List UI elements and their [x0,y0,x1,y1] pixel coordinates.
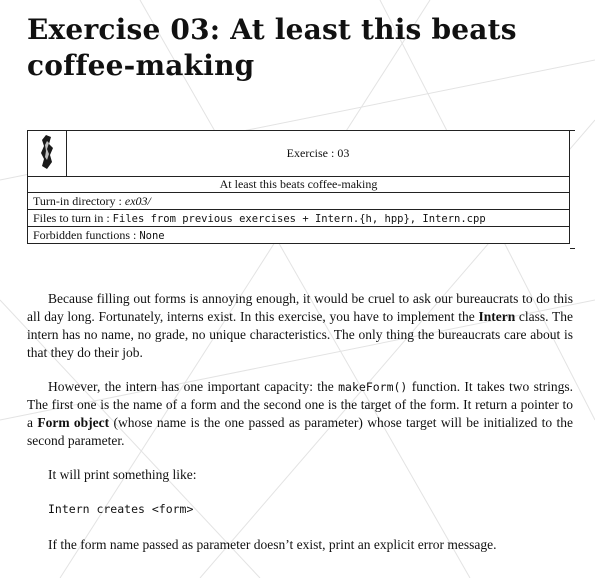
paragraph-print-intro: It will print something like: [48,467,197,482]
table-edge-stub [570,130,575,131]
table-edge-stub [570,248,575,249]
school-logo-icon [40,135,54,169]
exercise-subtitle: At least this beats coffee-making [28,177,570,193]
paragraph-text: Because filling out forms is annoying enough, it would be cruel to ask our bureaucrats to do this all day long. Fortunately, interns exist. In this exercise, you have to implement the [27,291,573,324]
files-to-turn-in-row [28,210,570,227]
makeform-function-code: makeForm() [338,380,408,394]
forbidden-functions-row [28,227,570,244]
paragraph-makeform [27,378,573,450]
exercise-header-table [27,130,570,244]
files-value: Files from previous exercises + Intern.{h, hpp}, Intern.cpp [112,212,486,225]
intern-class-name: Intern [478,309,516,324]
exercise-number-cell: Exercise : 03 [67,131,570,177]
paragraph-text: However, the intern has one important capacity: the [48,379,339,394]
code-example: Intern creates <form> [48,502,194,516]
paragraph-error: If the form name passed as parameter doesn’t exist, print an explicit error message. [48,537,497,552]
forbidden-label: Forbidden functions : [33,227,140,242]
files-label: Files to turn in : [33,210,113,225]
turn-in-value: ex03/ [124,193,151,208]
exercise-title: Exercise 03: At least this beats coffee-making [27,13,517,82]
paragraph-text: (whose name is the one passed as parameter) whose target will be initialized to the second parameter. [27,415,574,448]
logo-cell [28,131,67,177]
paragraph-text: function. It takes two strings. The first one is the name of a form and the second one is the target of the form. It return a pointer to a [27,379,573,430]
form-object-term: Form object [37,415,110,430]
turn-in-directory-row [28,193,570,210]
paragraph-intro [27,290,573,362]
paragraph-text: class. The intern has no name, no grade, no unique characteristics. The only thing the bureaucrats care about is that they do their job. [27,309,573,360]
forbidden-value: None [139,229,165,242]
turn-in-label: Turn-in directory : [33,193,125,208]
